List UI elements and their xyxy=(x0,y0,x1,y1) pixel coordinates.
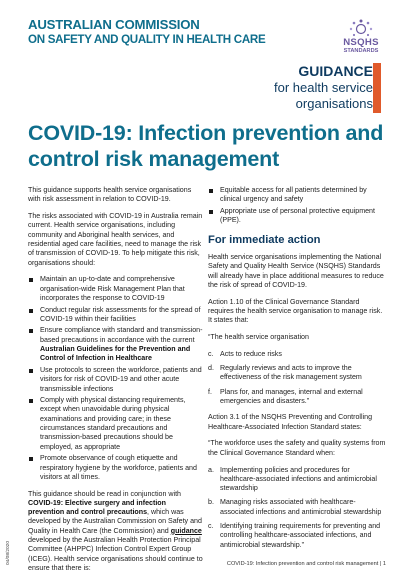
guidance-subtitle-1: for health service xyxy=(274,80,373,95)
list-marker: c. xyxy=(208,349,214,358)
risk-actions-list xyxy=(208,350,386,406)
left-column xyxy=(28,186,204,580)
footer-date: 04/08/2020 xyxy=(6,540,11,565)
guidance-label: GUIDANCE xyxy=(298,63,373,79)
conjunction-text-a: This guidance should be read in conjunction with xyxy=(28,489,182,498)
quote-2: “The workforce uses the safety and quality systems from the Clinical Governance Standard when: xyxy=(208,439,386,457)
list-item: Conduct regular risk assessments for the spread of COVID-19 within their facilities xyxy=(28,306,204,325)
list-item xyxy=(208,498,386,517)
guidance-link[interactable]: guidance xyxy=(170,526,202,535)
list-item: Promote observance of cough etiquette and respiratory hygiene by the workforce, patients and visitors at all times. xyxy=(28,454,204,482)
access-list xyxy=(208,186,386,225)
list-item: Use protocols to screen the workforce, patients and visitors for risk of COVID-19 and other acute transmissible infections xyxy=(28,366,204,394)
list-item xyxy=(208,466,386,494)
logo-line-1: AUSTRALIAN COMMISSION xyxy=(28,17,200,32)
right-column xyxy=(208,186,386,557)
conjunction-paragraph xyxy=(28,490,204,574)
nsqhs-paragraph: Health service organisations implementing the National Safety and Quality Health Service (NSQHS) Standards will already have in place additional measures to reduce the risk of spread of COVID-19. xyxy=(208,252,384,289)
guidelines-link[interactable]: Australian Guidelines for the Prevention and Control of Infection in Healthcare xyxy=(40,345,191,363)
list-item-text: Regularly reviews and acts to improve the effectiveness of the risk management system xyxy=(220,364,362,382)
list-marker: a. xyxy=(208,465,214,474)
intro-paragraph: This guidance supports health service organisations with risk assessment in relation to COVID-19. xyxy=(28,186,192,204)
list-item: Comply with physical distancing requirements, except when unavoidable during physical examinations and providing care; in these circumstances standard precautions and transmission-based precautions should be employed, as appropriate xyxy=(28,396,204,452)
guidance-block xyxy=(223,63,373,112)
logo-line-2: ON SAFETY AND QUALITY IN HEALTH CARE xyxy=(28,33,266,46)
list-marker: b. xyxy=(208,498,214,507)
list-item-text: Managing risks associated with healthcare-associated infections and antimicrobial stewardship xyxy=(220,498,382,516)
actions-list xyxy=(28,275,204,482)
list-item-text: Ensure compliance with standard and transmission-based precautions in accordance with the current xyxy=(40,326,203,344)
conjunction-text-b: , which was developed by the Australian Commission on Safety and Quality in Health Care (the Commission) and xyxy=(28,508,202,535)
conjunction-text-c: developed by the Australian Health Protection Principal Committee (AHPPC) Infection Control Expert Group (ICEG). Health service organisations should continue to ensure that there is: xyxy=(28,536,203,572)
nsqhs-logo xyxy=(331,18,391,55)
list-item-text: Identifying training requirements for preventing and controlling healthcare-associated infections, and antimicrobial stewardship.” xyxy=(220,522,381,549)
footer-text: COVID-19: Infection prevention and control risk management | 1 xyxy=(226,561,386,567)
elective-surgery-link[interactable]: COVID-19: Elective surgery and infection prevention and control precautions xyxy=(28,498,166,517)
risk-paragraph: The risks associated with COVID-19 in Australia remain current. Health service organisations, including community and Aboriginal health services, and residential aged care facilities, need to manage the risk of transmission of COVID-19. To help mitigate this risk, organisations should: xyxy=(28,212,203,267)
commission-logo xyxy=(28,17,266,47)
nsqhs-emblem-icon xyxy=(348,18,374,38)
quote-1: “The health service organisation xyxy=(208,333,309,342)
workforce-list xyxy=(208,466,386,550)
guidance-subtitle-2: organisations xyxy=(295,96,373,111)
list-item-text: Acts to reduce risks xyxy=(220,349,282,358)
list-item: Appropriate use of personal protective equipment (PPE). xyxy=(208,207,386,226)
nsqhs-label: NSQHS xyxy=(343,37,379,48)
list-marker: f. xyxy=(208,387,212,396)
list-item-text: Implementing policies and procedures for healthcare-associated infections and antimicrobial stewardship xyxy=(220,465,377,493)
section-heading: For immediate action xyxy=(208,233,321,246)
action-31-paragraph: Action 3.1 of the NSQHS Preventing and Controlling Healthcare-Associated Infection Standard states: xyxy=(208,413,373,431)
list-marker: c. xyxy=(208,522,214,531)
list-marker: d. xyxy=(208,364,214,373)
standards-label: STANDARDS xyxy=(343,48,379,54)
list-item xyxy=(208,388,386,407)
list-item xyxy=(208,364,386,383)
page-title: COVID-19: Infection prevention and control risk management xyxy=(28,121,384,171)
list-item: Equitable access for all patients determined by clinical urgency and safety xyxy=(208,186,386,205)
guidance-accent-bar xyxy=(373,63,381,113)
list-item-text: Plans for, and manages, internal and external emergencies and disasters.” xyxy=(220,387,363,406)
action-110-paragraph: Action 1.10 of the Clinical Governance Standard requires the health service organisation to manage risk. It states that: xyxy=(208,297,383,325)
list-item xyxy=(28,326,204,363)
list-item: Maintain an up-to-date and comprehensive organisation-wide Risk Management Plan that incorporates the response to COVID-19 xyxy=(28,275,204,303)
list-item xyxy=(208,522,386,550)
list-item xyxy=(208,350,386,359)
